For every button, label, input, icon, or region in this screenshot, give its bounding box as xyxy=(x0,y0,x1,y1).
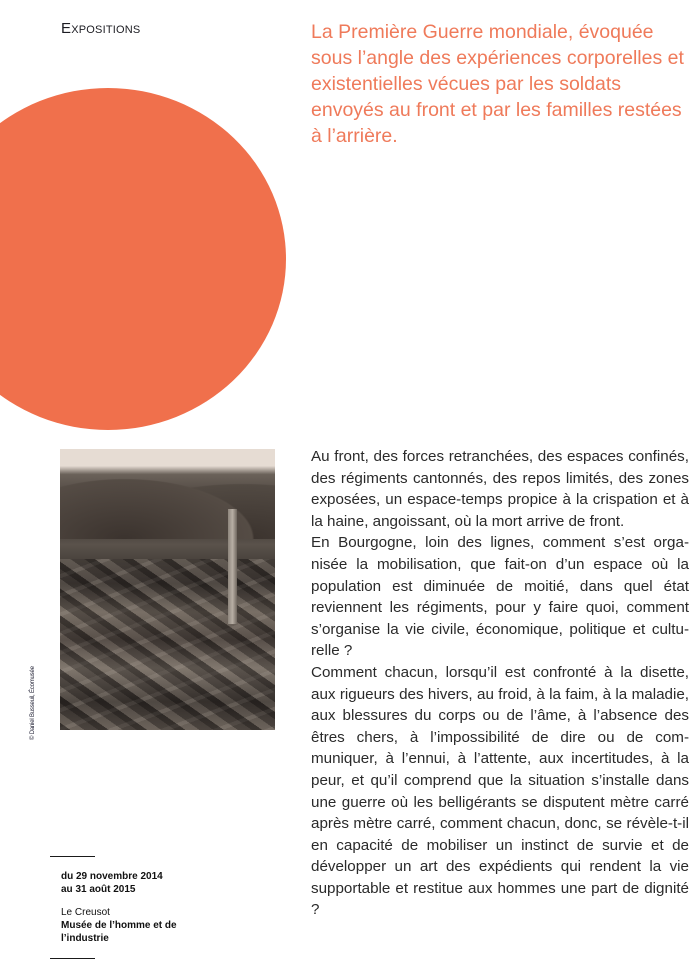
body-paragraph: En Bourgogne, loin des lignes, comment s’est organisée la mobilisation, que fait-on d’un espace où la population est diminuée de moitié, dans quel état reviennent les régiments, pour y faire quoi, comment s’organise la vie civile, économique, politique et culturelle ? xyxy=(311,534,689,660)
title-circle-clip xyxy=(0,88,286,430)
section-label: Expositions xyxy=(61,20,141,37)
photo-credit: © Daniel Busseuil, Écomusée xyxy=(30,666,36,740)
lead-paragraph: La Première Guerre mondiale, évoquée sous l’angle des expériences corporelles et existentielles vécues par les soldats envoyés au front et par les familles restées à l’arrière. xyxy=(311,21,684,147)
page-title-text-overlay xyxy=(58,222,286,312)
body-paragraph: Comment chacun, lorsqu’il est confronté à la disette, aux rigueurs des hivers, au froid, à la faim, à la maladie, aux blessures du corps ou de l’âme, à l’absence des êtres chers, à l’impossibilité de dire ou de communiquer, à l’ennui, à l’attente, aux incertitudes, à la peur, et qu’il comprend que la situation s’installe dans une guerre où les belligérants se disputent mètre carré après mètre carré, comment chacun, donc, se révèle-t-il en capacité de mobiliser un instinct de survie et de développer un art des expédients qui rendent la vie supportable et restitue aux hommes une part de dignité ? xyxy=(311,663,689,919)
exhibition-venue xyxy=(61,906,191,945)
photo-rooftops xyxy=(60,559,275,730)
photo-hills xyxy=(60,469,275,539)
article-body xyxy=(311,446,689,921)
divider-top xyxy=(50,856,95,857)
dates-end: au 31 août 2015 xyxy=(61,884,136,895)
body-paragraph: Au front, des forces retranchées, des espaces confinés, des régiments cantonnés, des repos limités, des zones exposées, un espace-temps propice à la crispation et à la haine, angoissant, où la mort arrive de front. xyxy=(311,448,689,530)
historic-town-photo xyxy=(60,449,275,730)
divider-bottom xyxy=(50,958,95,959)
exhibition-dates xyxy=(61,870,163,896)
venue-city: Le Creusot xyxy=(61,907,110,918)
venue-museum: Musée de l’homme et de l’industrie xyxy=(61,920,177,944)
dates-start: du 29 novembre 2014 xyxy=(61,871,163,882)
photo-chimney xyxy=(228,509,237,624)
